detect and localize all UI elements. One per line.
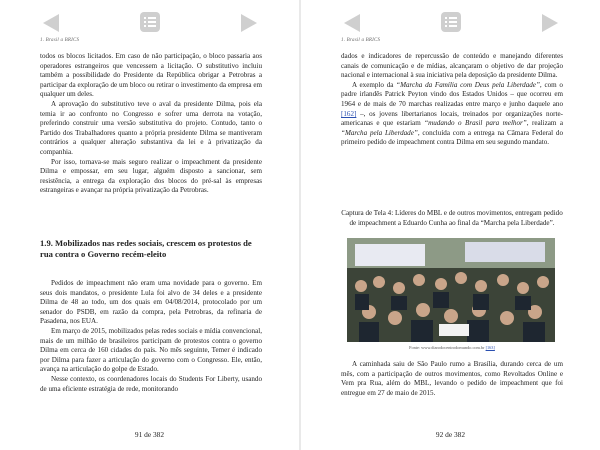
page-number: 92 de 382 <box>435 430 466 439</box>
left-page <box>0 0 299 450</box>
figure-caption: Captura de Tela 4: Líderes do MBL e de outros movimentos, entregam pedido de impeachment a Eduardo Cunha ao final da “Marcha pela Liberdade”. <box>341 209 563 227</box>
section-title: 1.9. Mobilizados nas redes sociais, crescem os protestos de rua contra o Governo recém-eleito <box>40 238 252 259</box>
body-text-bottom <box>40 279 262 394</box>
credit-source: Fonte: www.diarodocentrodomundo.com.br <box>409 345 486 350</box>
text-run: , com o padre irlandês Patrick Peyton vindo dos Estados Unidos – que ocorreu em 1964 e de mais de 70 marchas realizadas entre março e junho daquele ano <box>341 80 563 108</box>
paragraph <box>341 81 563 148</box>
paragraph: Nesse contexto, os coordenadores locais do Students For Liberty, usando de uma eficiente estratégia de rede, monitorando <box>40 374 262 393</box>
credit-footnote-link[interactable]: [163] <box>485 345 495 350</box>
body-text-bottom <box>341 360 563 398</box>
navigation-bar <box>301 0 600 40</box>
paragraph: A caminhada saiu de São Paulo rumo a Brasília, durando cerca de um mês, com a participação de outros movimentos, como Revoltados Online e Vem pra Rua, além do MBL, levando o pedido de impeachment que foi entregue em 27 de maio de 2015. <box>341 360 563 397</box>
chevron-left-icon[interactable] <box>343 13 361 38</box>
body-text-top <box>40 52 262 196</box>
footnote-link[interactable]: [162] <box>341 109 357 118</box>
photo-credit <box>341 345 563 350</box>
protest-photo <box>347 238 555 342</box>
quoted-title: “Marcha pela Liberdade” <box>341 128 418 137</box>
body-text-top <box>341 52 563 148</box>
paragraph: Pedidos de impeachment não eram uma novidade para o governo. Em seus dois mandatos, o presidente Lula foi alvo de 34 deles e a presidente Dilma de 48 ao todo, um dos quais em 04/08/2014, protocolado por um senador do PSDB, em razão da compra, pela Petrobras, da refinaria de Pasadena, nos EUA. <box>40 279 262 326</box>
text-run: , realizam a <box>526 119 564 128</box>
chevron-right-icon[interactable] <box>240 13 258 38</box>
text-run: A exemplo da <box>352 80 397 89</box>
menu-grid-icon[interactable] <box>441 12 461 37</box>
paragraph: todos os blocos licitados. Em caso de não participação, o bloco passaria aos operadores estrangeiros que vencessem a licitação. O substitutivo incluiu também a possibilidade do Presidente da República obrigar a Petrobras a participar da exploração de um bloco ou retirar o investimento da empresa em qualquer um deles. <box>40 52 262 99</box>
menu-grid-icon[interactable] <box>140 12 160 37</box>
chevron-left-icon[interactable] <box>42 13 60 38</box>
running-head: 1. Brasil a BRICS <box>40 38 80 43</box>
paragraph: dados e indicadores de repercussão de conteúdo e manejando diferentes canais de comunicação e de mídias, alcançaram o objetivo de dar projeção nacional e internacional à sua iniciativa pela deposição da presidente Dilma. <box>341 52 563 80</box>
right-page <box>301 0 600 450</box>
chevron-right-icon[interactable] <box>541 13 559 38</box>
quoted-title: “Marcha da Família com Deus pela Liberdade” <box>396 80 540 89</box>
paragraph: Por isso, tornava-se mais seguro realizar o impeachment da presidente Dilma e empossar, em seu lugar, alguém disposto a sancionar, sem resistência, a entrega da exploração dos blocos do pré-sal às empresas estrangeiras e avançar na própria privatização da Petrobras. <box>40 157 262 195</box>
running-head: 1. Brasil a BRICS <box>341 38 381 43</box>
text-run: , concluída com a entrega na Câmara Federal do primeiro pedido de impeachment contra Dilma em seu segundo mandato. <box>341 128 564 147</box>
navigation-bar <box>0 0 299 40</box>
quoted-phrase: “mudando o Brasil para melhor” <box>424 119 527 128</box>
text-run: –, os jovens libertarianos locais, treinados por organizações norte-americanas e que estariam <box>341 109 563 128</box>
page-number: 91 de 382 <box>134 430 165 439</box>
paragraph: Em março de 2015, mobilizados pelas redes sociais e mídia convencional, mais de um milhão de brasileiros participam de protestos contra o governo Dilma em cerca de 160 cidades do país. No mês seguinte, Temer é indicado por Dilma para fazer a articulação do governo com o Congresso. Ele, então, avança na articulação do golpe de Estado. <box>40 326 262 374</box>
paragraph: A aprovação do substitutivo teve o aval da presidente Dilma, pois ela temia ir ao confronto no Congresso e sofrer uma derrota na votação, preferindo construir uma versão substitutiva do projeto. Contudo, tanto o Partido dos Trabalhadores quanto a própria presidente Dilma se mantiveram contrários a qualquer alteração substantiva da lei e à privatização da companhia. <box>40 99 262 156</box>
